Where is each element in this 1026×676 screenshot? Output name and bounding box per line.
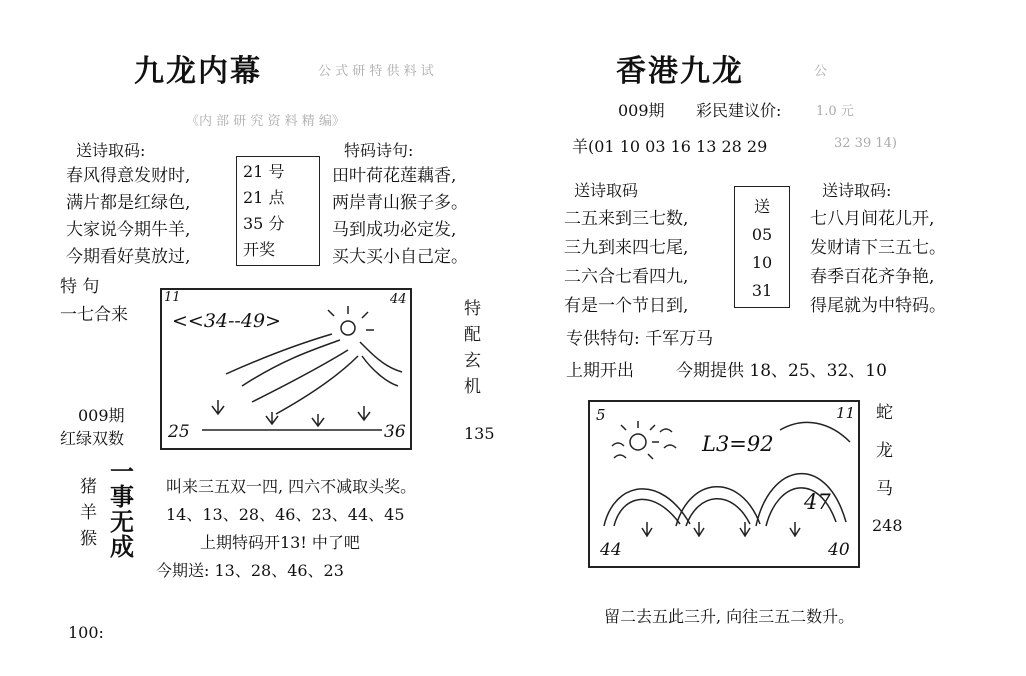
right-price-label: 彩民建议价: <box>696 101 782 120</box>
right-sketch-drawing <box>590 402 858 566</box>
poem-line: 有是一个节日到, <box>564 296 689 316</box>
sketch-number: 44 <box>390 292 407 307</box>
poem-line: 发财请下三五七。 <box>810 238 946 258</box>
left-last-special: 上期特码开13! 中了吧 <box>200 533 360 552</box>
draw-box-line: 开奖 <box>243 240 276 259</box>
left-send-poem-label: 送诗取码: <box>76 141 146 160</box>
send-box-line: 送 <box>753 197 770 216</box>
poem-line: 今期看好莫放过, <box>66 247 191 267</box>
right-poem-right <box>810 205 946 321</box>
poem-line: 田叶荷花莲藕香, <box>332 166 457 186</box>
left-poem-left <box>66 163 190 271</box>
right-last-draw: 上期开出 <box>566 361 634 381</box>
sketch-number: 11 <box>164 290 181 305</box>
left-verse: 叫来三五双一四, 四六不减取头奖。 <box>166 477 417 496</box>
poem-line: 二五来到三七数, <box>564 209 689 229</box>
sketch-number: 44 <box>600 540 622 560</box>
left-title: 九龙内幕 <box>134 54 262 89</box>
poem-line: 七八月间花儿开, <box>810 209 935 229</box>
left-today-send: 今期送: 13、28、46、23 <box>156 561 344 580</box>
left-draw-time-box <box>236 156 320 266</box>
sketch-number: <<34--49> <box>172 310 281 332</box>
bold-char: 无 <box>110 508 134 536</box>
poem-line: 两岸青山猴子多。 <box>332 193 468 213</box>
side-char: 配 <box>464 325 481 345</box>
left-special-phrase: 一七合来 <box>60 305 128 325</box>
right-title-faint: 公 <box>814 64 828 79</box>
left-subtitle-faint: 《内 部 研 究 资 料 精 编》 <box>186 114 345 129</box>
bold-char: 成 <box>110 533 134 561</box>
left-sketch-drawing <box>162 290 410 448</box>
left-side-number: 135 <box>464 424 495 443</box>
side-char: 特 <box>464 299 481 319</box>
poem-line: 春季百花齐争艳, <box>810 267 935 287</box>
left-zodiac-col <box>80 474 97 552</box>
right-title: 香港九龙 <box>616 54 744 89</box>
right-send-poem-label: 送诗取码 <box>574 181 639 200</box>
left-title-faint: 公 式 研 特 供 料 试 <box>318 64 434 79</box>
poem-line: 得尾就为中特码。 <box>810 296 946 316</box>
left-issue: 009期 <box>78 406 125 425</box>
poem-line: 买大买小自己定。 <box>332 247 468 267</box>
right-price-faint: 1.0 元 <box>816 104 854 119</box>
left-sketch-frame <box>160 288 412 450</box>
poem-line: 三九到来四七尾, <box>564 238 689 258</box>
side-char: 蛇 <box>876 403 893 423</box>
right-footer: 留二去五此三升, 向往三五二数升。 <box>604 607 855 626</box>
poem-line: 春风得意发财时, <box>66 166 191 186</box>
right-issue: 009期 <box>618 101 665 120</box>
right-send-poem-label-2: 送诗取码: <box>822 181 892 200</box>
zodiac-char: 猪 <box>80 477 97 497</box>
draw-box-line: 35 分 <box>243 214 285 233</box>
right-send-box <box>734 186 790 308</box>
right-special-phrase: 专供特句: 千军万马 <box>566 329 714 349</box>
poem-line: 大家说今期牛羊, <box>66 220 191 240</box>
side-char: 马 <box>876 479 893 499</box>
left-poem-right <box>332 163 468 271</box>
left-special-poem-label: 特码诗句: <box>344 141 414 160</box>
page-number: 100: <box>68 623 104 642</box>
right-sketch-frame <box>588 400 860 568</box>
zodiac-char: 猴 <box>80 529 97 549</box>
right-sheep-line: 羊(01 10 03 16 13 28 29 <box>572 137 768 156</box>
right-poem-left <box>564 205 688 321</box>
send-box-line: 05 <box>751 225 773 244</box>
send-box-line: 31 <box>751 281 773 300</box>
poem-line: 满片都是红绿色, <box>66 193 191 213</box>
left-side-vertical <box>464 296 481 400</box>
sketch-number: 40 <box>828 540 850 560</box>
sketch-number: 36 <box>384 422 406 442</box>
right-side-number: 248 <box>872 516 903 535</box>
bold-char: 一 <box>110 458 134 486</box>
send-box-line: 10 <box>751 253 773 272</box>
side-char: 机 <box>464 377 481 397</box>
left-numbers-line: 14、13、28、46、23、44、45 <box>166 505 405 524</box>
left-bold-phrase <box>110 460 134 560</box>
draw-box-line: 21 号 <box>243 162 285 181</box>
zodiac-char: 羊 <box>80 503 97 523</box>
right-today-offer: 今期提供 18、25、32、10 <box>676 361 887 381</box>
sketch-number: 25 <box>168 422 190 442</box>
side-char: 玄 <box>464 351 481 371</box>
right-side-vertical <box>876 394 893 508</box>
poem-line: 二六合七看四九, <box>564 267 689 287</box>
right-sheep-faint: 32 39 14) <box>834 136 897 151</box>
poem-line: 马到成功必定发, <box>332 220 457 240</box>
sketch-number: L3=92 <box>702 432 774 456</box>
side-char: 龙 <box>876 441 893 461</box>
draw-box-line: 21 点 <box>243 188 285 207</box>
left-issue-note: 红绿双数 <box>60 429 125 448</box>
sketch-number: 5 <box>596 406 606 424</box>
bold-char: 事 <box>110 483 134 511</box>
left-special-phrase-label: 特 句 <box>60 277 100 297</box>
sketch-number: 47 <box>804 490 831 514</box>
sketch-number: 11 <box>836 404 856 422</box>
